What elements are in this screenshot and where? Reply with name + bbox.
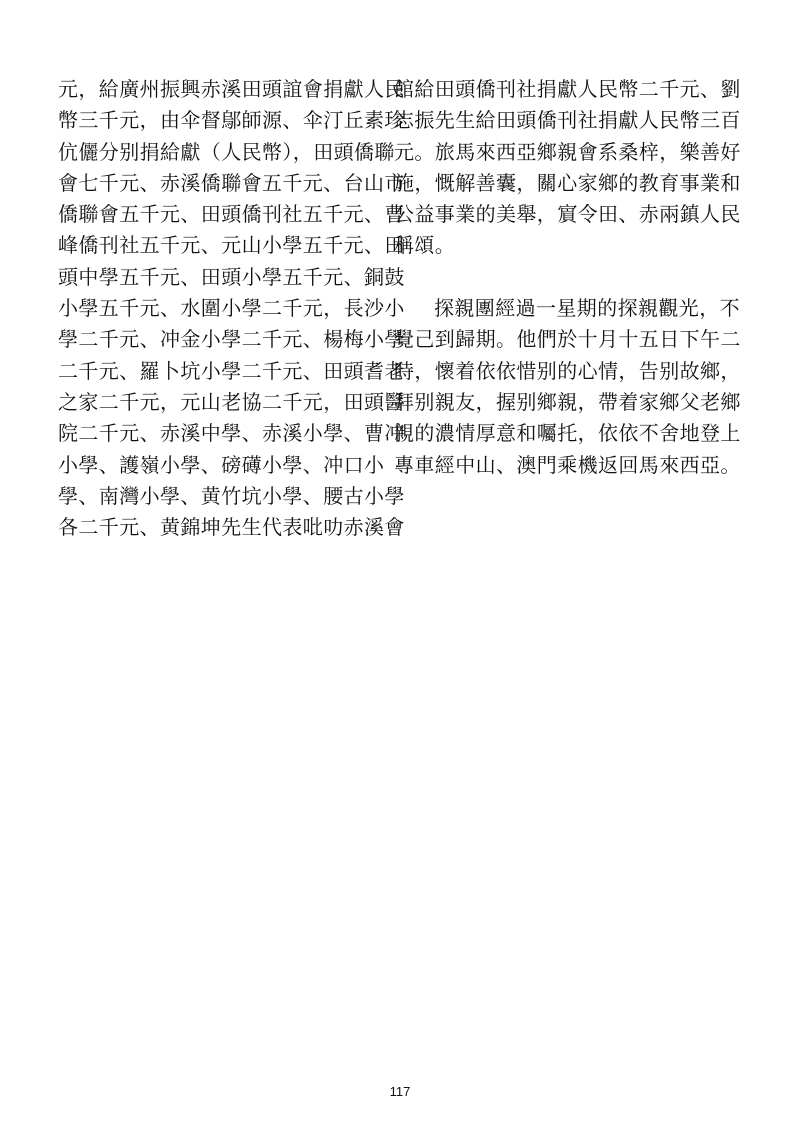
text-line: 學、南灣小學、黄竹坑小學、腰古小學 (58, 483, 405, 508)
text-line: 專車經中山、澳門乘機返回馬來西亞。 (394, 452, 741, 477)
page-number: 117 (389, 1084, 411, 1099)
text-line: 頭中學五千元、田頭小學五千元、銅鼓 (58, 264, 405, 289)
paragraph-donations-continued (394, 74, 741, 262)
text-line: 覺己到歸期。他們於十月十五日下午二 (394, 327, 741, 352)
text-line: 伉儷分别捐給獻（人民幣），田頭僑聯 (58, 139, 395, 164)
text-line: 僑聯會五千元、田頭僑刊社五千元、曹 (58, 202, 405, 227)
text-line: 館給田頭僑刊社捐獻人民幣二千元、劉 (394, 77, 741, 101)
text-line: 元。旅馬來西亞鄉親會系桑梓，樂善好 (394, 139, 741, 164)
text-line: 小學五千元、水圍小學二千元，長沙小 (58, 296, 405, 321)
right-column (394, 74, 741, 481)
text-line: 幣三千元，由伞督鄔師源、伞汀丘素珍 (58, 108, 405, 133)
text-line: 二千元、羅卜坑小學二千元、田頭耆老 (58, 358, 405, 383)
text-line: 時，懷着依依惜别的心情，告别故鄉， (394, 358, 741, 383)
text-line: 稱頌。 (394, 233, 456, 258)
text-line: 施，慨解善囊，關心家鄉的教育事業和 (394, 170, 741, 195)
text-line: 學二千元、冲金小學二千元、楊梅小學 (58, 327, 405, 352)
text-line: 拜别親友，握别鄉親，帶着家鄉父老鄉 (394, 389, 741, 414)
left-column (58, 74, 405, 543)
text-line: 志振先生給田頭僑刊社捐獻人民幣三百 (394, 108, 741, 133)
paragraph-return-trip (394, 293, 741, 481)
text-line: 院二千元、赤溪中學、赤溪小學、曹冲 (58, 421, 405, 446)
text-line: 探親團經過一星期的探親觀光，不 (434, 296, 740, 321)
text-line: 公益事業的美舉，賔令田、赤兩鎮人民 (394, 202, 741, 227)
text-line: 小學、護嶺小學、磅礡小學、冲口小 (58, 452, 385, 477)
text-line: 之家二千元，元山老協二千元，田頭醫 (58, 389, 405, 414)
text-line: 會七千元、赤溪僑聯會五千元、台山市 (58, 170, 405, 195)
text-line: 親的濃情厚意和囑托，依依不舍地登上 (394, 421, 741, 446)
text-line: 各二千元、黄錦坤先生代表吡叻赤溪會 (58, 515, 405, 540)
text-line: 元，給廣州振興赤溪田頭誼會捐獻人民 (58, 77, 405, 101)
text-line: 峰僑刊社五千元、元山小學五千元、田 (58, 233, 405, 258)
